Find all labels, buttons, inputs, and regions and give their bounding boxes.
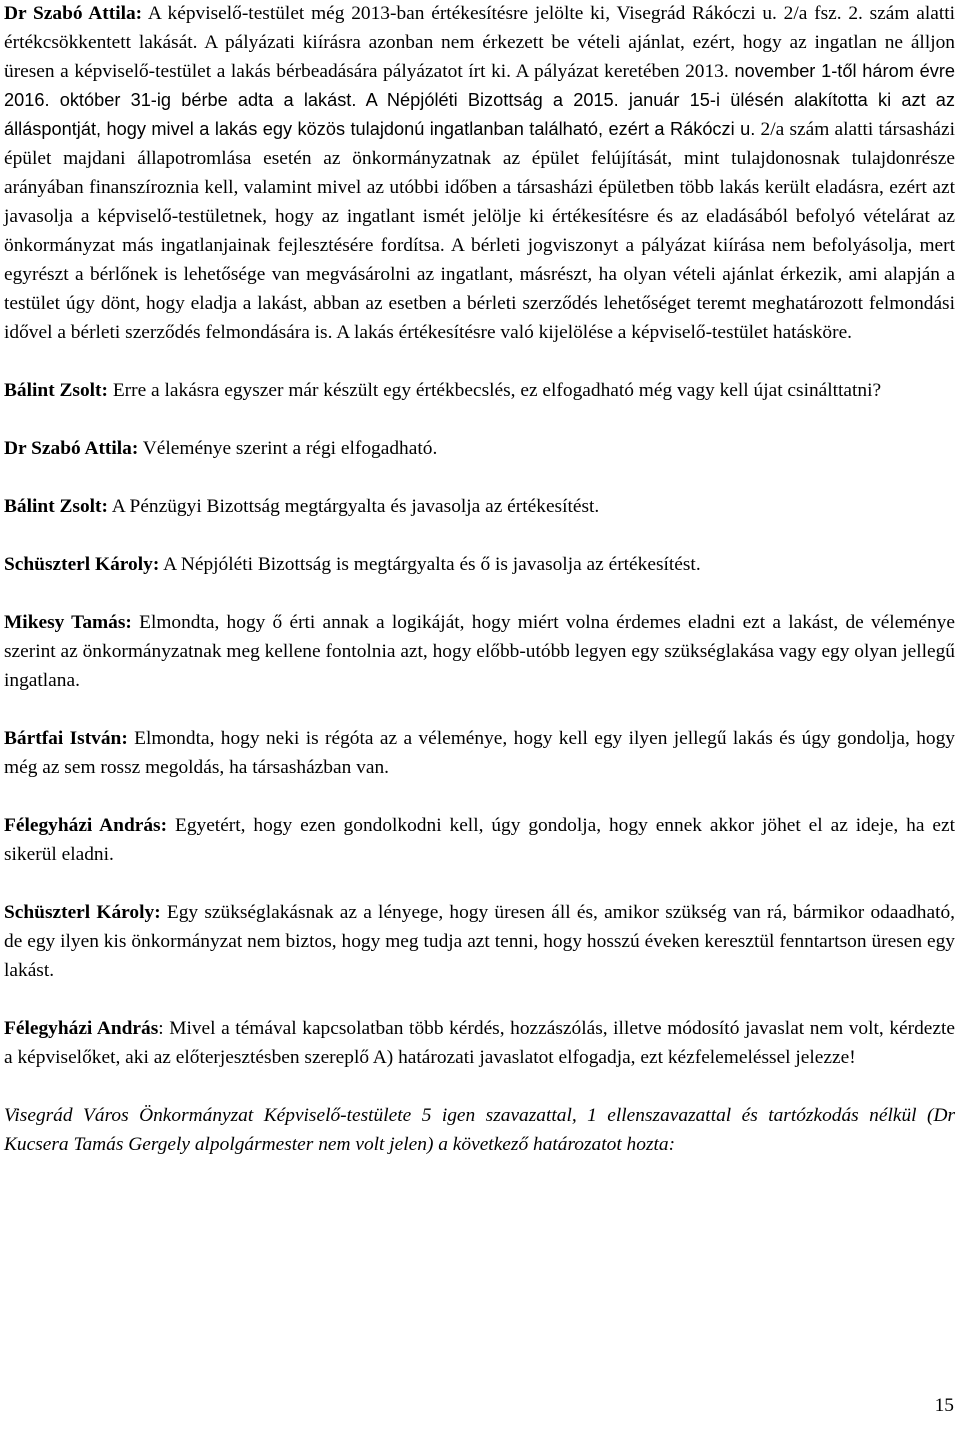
speaker-name: Félegyházi András: [4, 815, 168, 836]
paragraph-balint-2 [4, 492, 955, 521]
page-number: 15 [934, 1395, 954, 1416]
paragraph-text: A képviselő-testület még 2013-ban értékesítésre jelölte ki, Visegrád Rákóczi u. 2/a fsz. 2. szám alatti értékcsökkentett lakását. A pályázati kiírásra azonban nem érkezett be vételi ajánlat, ezért, hogy az ingatlan ne álljon üresen a képviselő-testület a lakás bérbeadására pályázatot írt ki. A pályázat keretében 2013. [4, 3, 956, 82]
paragraph-schuszterl-1 [4, 550, 955, 579]
paragraph-text: Erre a lakásra egyszer már készült egy értékbecslés, ez elfogadható még vagy kell újat csinálttatni? [107, 380, 882, 401]
speaker-name: Mikesy Tamás: [4, 612, 132, 633]
paragraph-bartfai [4, 724, 955, 782]
speaker-name: Schüszterl Károly: [4, 554, 160, 575]
speaker-name: Bártfai István: [4, 728, 128, 749]
document-page [4, 0, 955, 1159]
paragraph-text: Elmondta, hogy ő érti annak a logikáját, hogy miért volna érdemes eladni ezt a lakást, de véleménye szerint az önkormányzatnak meg kellene fontolnia azt, hogy előbb-utóbb legyen egy szükséglakása vagy egy olyan jellegű ingatlana. [4, 612, 955, 691]
resolution-intro: Visegrád Város Önkormányzat Képviselő-testülete 5 igen szavazattal, 1 ellenszavazattal és tartózkodás nélkül (Dr Kucsera Tamás Gergely alpolgármester nem volt jelen) a következő határozatot hozta: [4, 1105, 955, 1155]
paragraph-text: Véleménye szerint a régi elfogadható. [138, 438, 438, 459]
speaker-name: Bálint Zsolt: [4, 496, 108, 517]
paragraph-szabo-2 [4, 434, 955, 463]
paragraph-balint-1 [4, 376, 955, 405]
paragraph-text: 2/a szám alatti társasházi épület majdani állapotromlása esetén az önkormányzatnak az épület felújítását, mint tulajdonosnak tulajdonrésze arányában finanszíroznia kell, valamint mivel az utóbbi időben a társasházi épületben több lakás került eladásra, ezért azt javasolja a képviselő-testületnek, hogy az ingatlant ismét jelölje ki értékesítésre és az eladásából befolyó vételárat az önkormányzat más ingatlanjainak fejlesztésére fordítsa. A bérleti jogviszonyt a pályázat kiírása nem befolyásolja, mert egyrészt a bérlőnek is lehetősége van megvásárolni az ingatlant, másrészt, ha olyan vételi ajánlat érkezik, ami alapján a testület úgy dönt, hogy eladja a lakást, abban az esetben a bérleti szerződés lehetőséget teremt meghatározott felmondási idővel a bérleti szerződés felmondására is. A lakás értékesítésre való kijelölése a képviselő-testület hatásköre. [4, 119, 955, 343]
speaker-name: Félegyházi András [4, 1018, 159, 1039]
paragraph-felegyhazi-2 [4, 1014, 955, 1072]
speaker-name: Schüszterl Károly: [4, 902, 161, 923]
paragraph-text: Egy szükséglakásnak az a lényege, hogy üresen áll és, amikor szükség van rá, bármikor odaadható, de egy ilyen kis önkormányzat nem biztos, hogy meg tudja azt tenni, hogy hosszú éveken keresztül fenntartson üresen egy lakást. [4, 902, 955, 981]
paragraph-felegyhazi-1 [4, 811, 955, 869]
paragraph-text: A Pénzügyi Bizottság megtárgyalta és javasolja az értékesítést. [107, 496, 600, 517]
paragraph-text: Egyetért, hogy ezen gondolkodni kell, úgy gondolja, hogy ennek akkor jöhet el az ideje, ha ezt sikerül eladni. [4, 815, 955, 865]
paragraph-text: A Népjóléti Bizottság is megtárgyalta és ő is javasolja az értékesítést. [159, 554, 701, 575]
paragraph-mikesy [4, 608, 955, 695]
speaker-name: Bálint Zsolt: [4, 380, 108, 401]
paragraph-text: : Mivel a témával kapcsolatban több kérdés, hozzászólás, illetve módosító javaslat nem volt, kérdezte a képviselőket, aki az előterjesztésben szereplő A) határozati javaslatot elfogadja, ezt kézfelemeléssel jelezze! [4, 1018, 955, 1068]
paragraph-text: Elmondta, hogy neki is régóta az a véleménye, hogy kell egy ilyen jellegű lakás és úgy gondolja, hogy még az sem rossz megoldás, ha társasházban van. [4, 728, 955, 778]
speaker-name: Dr Szabó Attila: [4, 438, 139, 459]
paragraph-schuszterl-2 [4, 898, 955, 985]
paragraph-szabo-1 [4, 0, 955, 347]
paragraph-text-sans: november 1-től három évre 2016. október 31-ig bérbe adta a lakást. A Népjóléti Bizottság a 2015. január 15-i ülésén alakította ki azt az álláspontját, hogy mivel a lakás egy közös tulajdonú ingatlanban található, ezért a Rákóczi u. [4, 61, 955, 139]
speaker-name: Dr Szabó Attila: [4, 3, 143, 24]
